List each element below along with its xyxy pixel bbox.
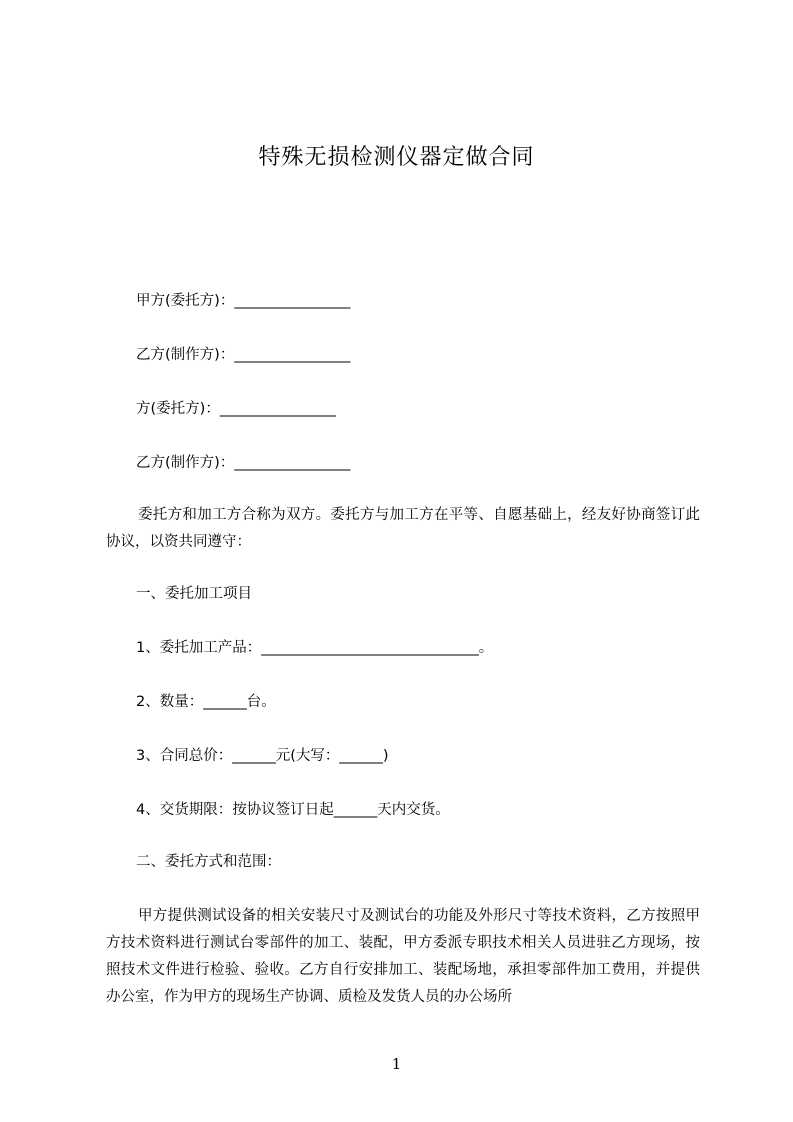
section-2-paragraph: 甲方提供测试设备的相关安装尺寸及测试台的功能及外形尺寸等技术资料，乙方按照甲方技术资料进行测试台零部件的加工、装配，甲方委派专职技术相关人员进驻乙方现场，按照技术文件进行检验、验收。乙方自行安排加工、装配场地，承担零部件加工费用，并提供办公室，作为甲方的现场生产协调、质检及发货人员的办公场所 [106, 908, 700, 1005]
party-a-line-repeat: 方(委托方)：________________ [136, 401, 336, 417]
party-b-line-repeat: 乙方(制作方)：________________ [136, 455, 351, 471]
party-b-line: 乙方(制作方)：________________ [136, 347, 351, 363]
section-2-heading: 二、委托方式和范围： [136, 854, 281, 870]
item-2-quantity: 2、数量：______台。 [136, 694, 276, 710]
item-4-delivery-period: 4、交货期限：按协议签订日起______天内交货。 [136, 802, 450, 818]
intro-paragraph: 委托方和加工方合称为双方。委托方与加工方在平等、自愿基础上，经友好协商签订此协议，以资共同遵守： [106, 507, 700, 550]
document-title: 特殊无损检测仪器定做合同 [258, 145, 535, 170]
item-1-product: 1、委托加工产品：______________________________。 [136, 640, 494, 656]
section-1-heading: 一、委托加工项目 [136, 586, 252, 602]
item-3-total-price: 3、合同总价：______元(大写：______) [136, 748, 389, 764]
party-a-line: 甲方(委托方)：________________ [136, 293, 351, 309]
page-number: 1 [391, 1055, 402, 1073]
